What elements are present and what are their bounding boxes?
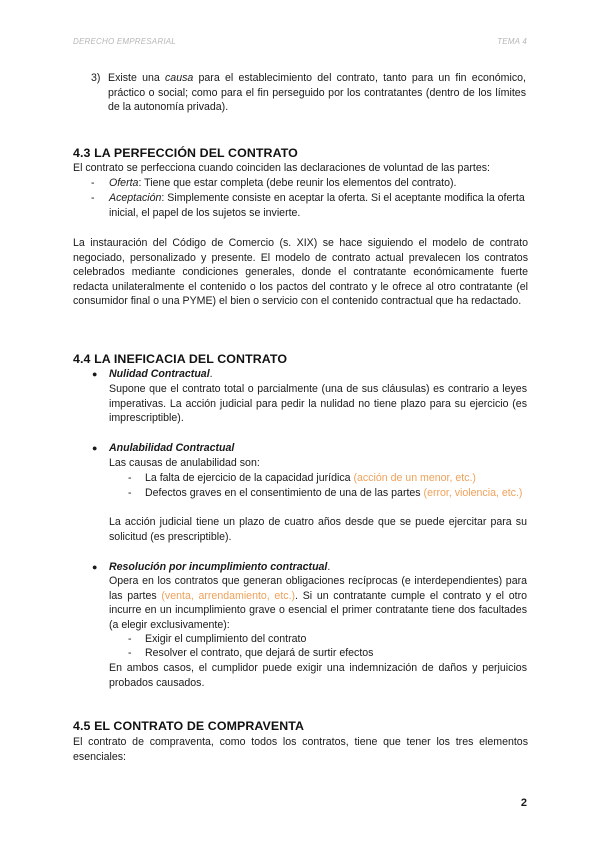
item-3-text (108, 71, 526, 115)
item-3-causa: causa (165, 72, 194, 84)
dash-marker: - (91, 192, 95, 204)
resolucion-text-a: Opera en los contratos que generan obligaciones recíprocas (e interdependientes) para las partes (109, 575, 527, 602)
bullet: ● (92, 562, 98, 572)
resolucion-text-b: . Si un contratante cumple el contrato y el otro incurre en un incumplimiento grave o esencial el primer contratante tiene dos facultades (a elegir exclusivamente): (109, 589, 527, 631)
anulabilidad-item-1-note: (acción de un menor, etc.) (353, 472, 476, 484)
resolucion-heading: Resolución por incumplimiento contractual. (109, 561, 331, 573)
section-4-3-title: 4.3 LA PERFECCIÓN DEL CONTRATO (73, 146, 298, 160)
nulidad-heading: Nulidad Contractual. (109, 368, 213, 380)
oferta-label: Oferta (109, 177, 139, 189)
section-4-3-paragraph: La instauración del Código de Comercio (s. XIX) se hace siguiendo el modelo de contrato negociado, personalizado y presente. El modelo de contrato actual prevalecen los contratos celebrados mediante condiciones generales, donde el contratante económicamente fuerte redacta unilateralmente el contenido o los pactos del contrato y le ofrece al otro contratante (el consumidor final o una PYME) el bien o servicio con el contenido contractual que ha redactado. (73, 237, 528, 308)
resolucion-text (109, 574, 527, 632)
dash-marker: - (91, 177, 95, 189)
page-number: 2 (520, 797, 527, 809)
anulabilidad-item-2-text: Defectos graves en el consentimiento de una de las partes (145, 487, 424, 499)
section-4-5-intro: El contrato de compraventa, como todos los contratos, tiene que tener los tres elementos esenciales: (73, 736, 528, 763)
nulidad-text: Supone que el contrato total o parcialmente (una de sus cláusulas) es contrario a leyes imperativas. La acción judicial para pedir la nulidad no tiene plazo para su ejercicio (es imprescriptible). (109, 383, 527, 425)
aceptacion-label: Aceptación (109, 192, 162, 204)
anulabilidad-item-2 (145, 486, 529, 501)
resolucion-title: Resolución por incumplimiento contractual (109, 561, 328, 573)
header-left: DERECHO EMPRESARIAL (73, 37, 176, 46)
oferta-text: : Tiene que estar completa (debe reunir los elementos del contrato). (138, 177, 457, 189)
anulabilidad-intro: Las causas de anulabilidad son: (109, 457, 260, 469)
oferta-item (109, 176, 527, 191)
resolucion-item-1: Exigir el cumplimiento del contrato (145, 633, 307, 645)
anulabilidad-item-1-text: La falta de ejercicio de la capacidad jurídica (145, 472, 354, 484)
bullet: ● (92, 369, 98, 379)
header-right: TEMA 4 (497, 37, 527, 46)
resolucion-note: (venta, arrendamiento, etc.) (161, 589, 296, 602)
bullet: ● (92, 443, 98, 453)
item-number: 3) (91, 72, 101, 84)
dash-marker: - (128, 633, 132, 645)
resolucion-close: En ambos casos, el cumplidor puede exigir una indemnización de daños y perjuicios probados causados. (109, 662, 527, 689)
aceptacion-text: : Simplemente consiste en aceptar la oferta. Si el aceptante modifica la oferta inicial, el papel de los sujetos se invierte. (109, 192, 525, 219)
item-3-post: para el establecimiento del contrato, tanto para un fin económico, práctico o social; como para el fin perseguido por los contratantes (dentro de los límites de la autonomía privada). (108, 72, 526, 114)
resolucion-item-2: Resolver el contrato, que dejará de surtir efectos (145, 647, 374, 659)
anulabilidad-heading (109, 441, 527, 456)
section-4-5-title: 4.5 EL CONTRATO DE COMPRAVENTA (73, 719, 305, 733)
dash-marker: - (128, 647, 132, 659)
anulabilidad-close: La acción judicial tiene un plazo de cuatro años desde que se puede ejercitar para su solicitud (es prescriptible). (109, 516, 527, 543)
nulidad-title: Nulidad Contractual (109, 368, 210, 380)
anulabilidad-item-2-note: (error, violencia, etc.) (423, 487, 523, 499)
dash-marker: - (128, 487, 132, 499)
item-3-pre: Existe una (108, 72, 165, 84)
section-4-4-title: 4.4 LA INEFICACIA DEL CONTRATO (73, 352, 288, 366)
anulabilidad-item-1 (145, 471, 527, 486)
anulabilidad-title: Anulabilidad Contractual (109, 442, 235, 454)
aceptacion-item (109, 191, 527, 220)
section-4-3-intro: El contrato se perfecciona cuando coinciden las declaraciones de voluntad de las partes: (73, 162, 490, 174)
dash-marker: - (128, 472, 132, 484)
